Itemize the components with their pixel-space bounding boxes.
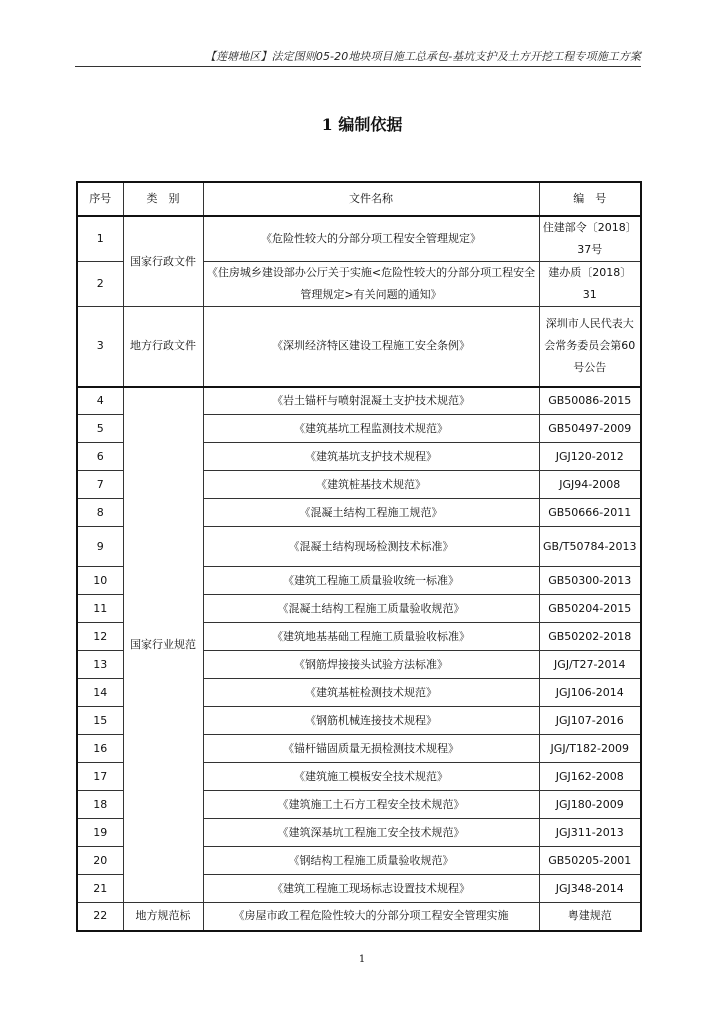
document-name: 《建筑工程施工质量验收统一标准》 (203, 567, 539, 595)
table-row (77, 307, 641, 387)
category-cell: 地方行政文件 (123, 307, 203, 387)
row-no: 1 (77, 216, 123, 262)
document-name: 《建筑施工模板安全技术规范》 (203, 763, 539, 791)
document-code: JGJ180-2009 (539, 791, 641, 819)
document-code: GB50300-2013 (539, 567, 641, 595)
row-no: 5 (77, 415, 123, 443)
row-no: 9 (77, 527, 123, 567)
row-no: 10 (77, 567, 123, 595)
row-no: 22 (77, 903, 123, 931)
table-row (77, 903, 641, 931)
document-code: 粤建规范 (539, 903, 641, 931)
document-code: JGJ94-2008 (539, 471, 641, 499)
document-code: JGJ106-2014 (539, 679, 641, 707)
row-no: 3 (77, 307, 123, 387)
document-code: JGJ/T182-2009 (539, 735, 641, 763)
document-code: 建办质〔2018〕31 (539, 262, 641, 307)
row-no: 4 (77, 387, 123, 415)
column-header-category: 类 别 (123, 182, 203, 216)
document-code: JGJ348-2014 (539, 875, 641, 903)
document-name: 《混凝土结构工程施工质量验收规范》 (203, 595, 539, 623)
document-name: 《建筑桩基技术规范》 (203, 471, 539, 499)
document-code: GB50202-2018 (539, 623, 641, 651)
row-no: 17 (77, 763, 123, 791)
row-no: 12 (77, 623, 123, 651)
running-header: 【莲塘地区】法定图则05-20地块项目施工总承包-基坑支护及土方开挖工程专项施工方案 (204, 50, 641, 63)
document-name: 《建筑施工土石方工程安全技术规范》 (203, 791, 539, 819)
table-row (77, 387, 641, 415)
category-cell: 地方规范标 (123, 903, 203, 931)
document-code: GB50497-2009 (539, 415, 641, 443)
row-no: 14 (77, 679, 123, 707)
document-code: JGJ107-2016 (539, 707, 641, 735)
row-no: 13 (77, 651, 123, 679)
row-no: 21 (77, 875, 123, 903)
document-code: JGJ120-2012 (539, 443, 641, 471)
document-name: 《建筑工程施工现场标志设置技术规程》 (203, 875, 539, 903)
row-no: 6 (77, 443, 123, 471)
document-name: 《建筑地基基础工程施工质量验收标准》 (203, 623, 539, 651)
document-name: 《深圳经济特区建设工程施工安全条例》 (203, 307, 539, 387)
row-no: 11 (77, 595, 123, 623)
document-name: 《危险性较大的分部分项工程安全管理规定》 (203, 216, 539, 262)
header-divider (75, 66, 641, 67)
basis-table (76, 181, 642, 932)
document-code: 深圳市人民代表大会常务委员会第60号公告 (539, 307, 641, 387)
document-name: 《建筑基坑工程监测技术规范》 (203, 415, 539, 443)
document-name: 《建筑基坑支护技术规程》 (203, 443, 539, 471)
column-header-no: 序号 (77, 182, 123, 216)
document-code: JGJ162-2008 (539, 763, 641, 791)
row-no: 2 (77, 262, 123, 307)
document-name: 《住房城乡建设部办公厅关于实施<危险性较大的分部分项工程安全管理规定>有关问题的通知》 (203, 262, 539, 307)
document-code: GB50666-2011 (539, 499, 641, 527)
document-name: 《锚杆锚固质量无损检测技术规程》 (203, 735, 539, 763)
column-header-code: 编 号 (539, 182, 641, 216)
document-code: JGJ311-2013 (539, 819, 641, 847)
document-name: 《混凝土结构工程施工规范》 (203, 499, 539, 527)
row-no: 20 (77, 847, 123, 875)
document-name: 《房屋市政工程危险性较大的分部分项工程安全管理实施 (203, 903, 539, 931)
document-code: GB/T50784-2013 (539, 527, 641, 567)
page-number: 1 (358, 954, 366, 965)
document-code: 住建部令〔2018〕37号 (539, 216, 641, 262)
document-name: 《钢结构工程施工质量验收规范》 (203, 847, 539, 875)
row-no: 8 (77, 499, 123, 527)
table-row (77, 216, 641, 262)
section-title: 1 编制依据 (321, 115, 403, 134)
document-name: 《钢筋机械连接技术规程》 (203, 707, 539, 735)
row-no: 7 (77, 471, 123, 499)
document-name: 《岩土锚杆与喷射混凝土支护技术规范》 (203, 387, 539, 415)
row-no: 15 (77, 707, 123, 735)
table-header-row (77, 182, 641, 216)
document-code: GB50205-2001 (539, 847, 641, 875)
row-no: 18 (77, 791, 123, 819)
category-cell: 国家行政文件 (123, 216, 203, 307)
document-code: GB50086-2015 (539, 387, 641, 415)
document-name: 《钢筋焊接接头试验方法标准》 (203, 651, 539, 679)
document-name: 《混凝土结构现场检测技术标准》 (203, 527, 539, 567)
document-name: 《建筑基桩检测技术规范》 (203, 679, 539, 707)
category-cell: 国家行业规范 (123, 387, 203, 903)
document-code: JGJ/T27-2014 (539, 651, 641, 679)
row-no: 19 (77, 819, 123, 847)
document-code: GB50204-2015 (539, 595, 641, 623)
column-header-name: 文件名称 (203, 182, 539, 216)
row-no: 16 (77, 735, 123, 763)
document-name: 《建筑深基坑工程施工安全技术规范》 (203, 819, 539, 847)
